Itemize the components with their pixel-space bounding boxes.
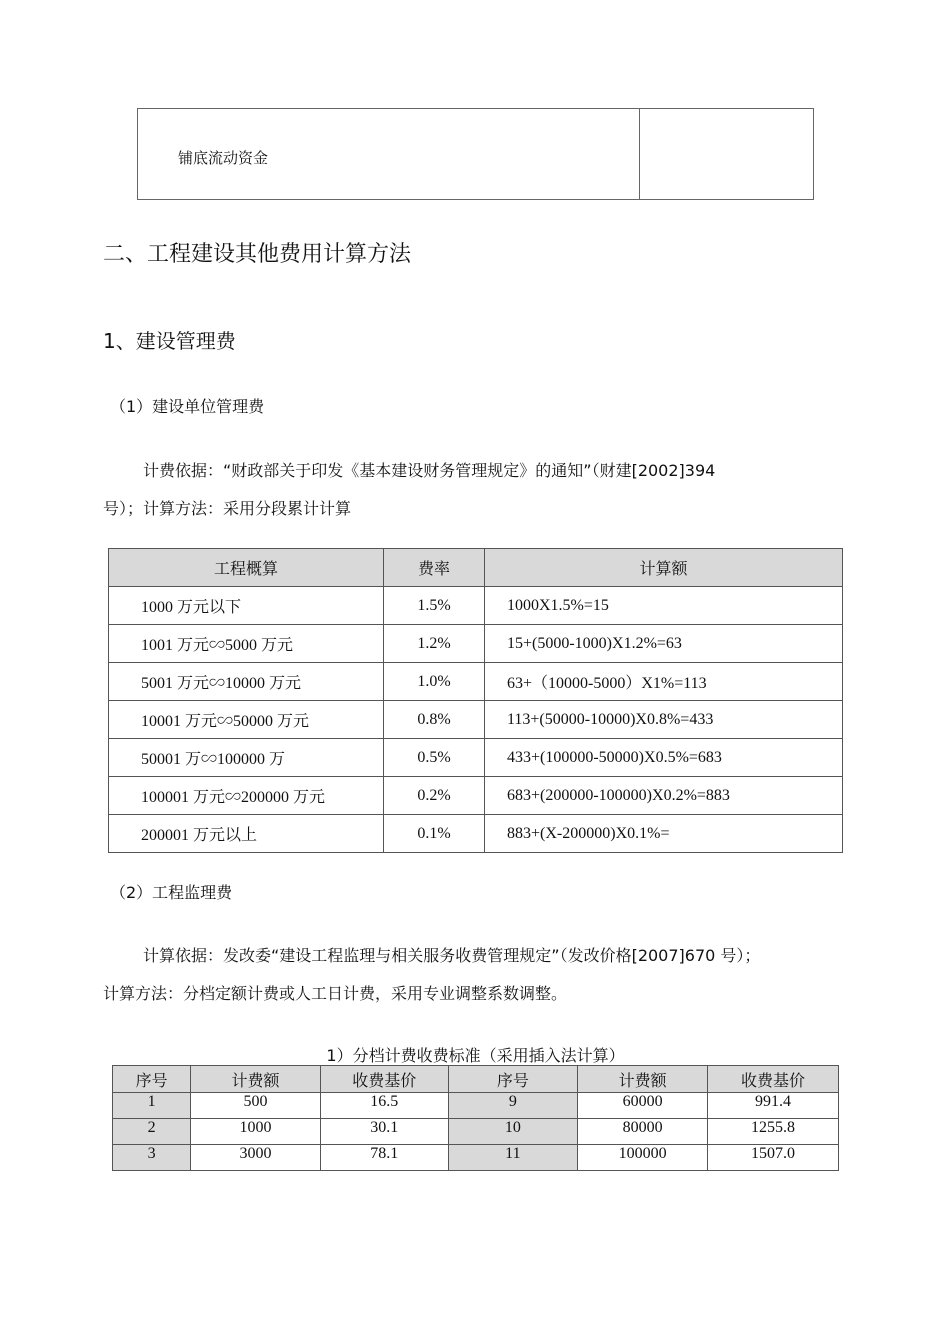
- rate-table-cell: 63+（10000-5000）X1%=113: [485, 663, 843, 701]
- rate-table-cell: 1000X1.5%=15: [485, 587, 843, 625]
- fee-table-cell: 1: [113, 1093, 191, 1119]
- fee-table-cell: 3000: [191, 1145, 321, 1171]
- top-table-label-cell: [138, 109, 640, 199]
- rate-table-row: [109, 587, 843, 625]
- fee-table-cell: 30.1: [320, 1119, 448, 1145]
- fee-table-cell: 100000: [578, 1145, 708, 1171]
- rate-table-cell: 1000 万元以下: [109, 587, 384, 625]
- section-title: 二、工程建设其他费用计算方法: [103, 242, 412, 267]
- fee-table-cell: 500: [191, 1093, 321, 1119]
- rate-table-row: [109, 701, 843, 739]
- rate-table-header: [109, 549, 843, 587]
- rate-header-cell: 计算额: [485, 549, 843, 587]
- rate-table-cell: 0.8%: [384, 701, 485, 739]
- rate-table-cell: 883+(X-200000)X0.1%=: [485, 815, 843, 853]
- rate-table-cell: 0.5%: [384, 739, 485, 777]
- fee-header-cell: 序号: [448, 1066, 578, 1093]
- fee-table-header: [113, 1066, 839, 1093]
- fee-table-cell: 1255.8: [708, 1119, 839, 1145]
- top-table-label: 铺底流动资金: [178, 149, 269, 167]
- rate-header-cell: 费率: [384, 549, 485, 587]
- rate-table-cell: 50001 万∽100000 万: [109, 739, 384, 777]
- item1-basis-line1: 计费依据：“财政部关于印发《基本建设财务管理规定》的通知”（财建[2002]394: [143, 461, 716, 480]
- item1-label: （1）建设单位管理费: [110, 397, 265, 416]
- fee-table-row: [113, 1145, 839, 1171]
- rate-table-cell: 5001 万元∽10000 万元: [109, 663, 384, 701]
- rate-table-cell: 1001 万元∽5000 万元: [109, 625, 384, 663]
- item2-basis-line1: 计算依据：发改委“建设工程监理与相关服务收费管理规定”（发改价格[2007]670 号）；: [143, 946, 761, 965]
- fee-table-cell: 1000: [191, 1119, 321, 1145]
- fee-table-cell: 78.1: [320, 1145, 448, 1171]
- rate-table-row: [109, 625, 843, 663]
- fee-header-cell: 序号: [113, 1066, 191, 1093]
- item2-label: （2）工程监理费: [110, 883, 233, 902]
- rate-table-cell: 100001 万元∽200000 万元: [109, 777, 384, 815]
- fee-header-cell: 计费额: [191, 1066, 321, 1093]
- rate-table-cell: 1.2%: [384, 625, 485, 663]
- fee-table-row: [113, 1093, 839, 1119]
- rate-table-cell: 10001 万元∽50000 万元: [109, 701, 384, 739]
- rate-table-cell: 0.2%: [384, 777, 485, 815]
- rate-table-cell: 15+(5000-1000)X1.2%=63: [485, 625, 843, 663]
- fee-table-cell: 80000: [578, 1119, 708, 1145]
- top-table: [137, 108, 814, 200]
- fee-header-cell: 收费基价: [708, 1066, 839, 1093]
- item1-basis: [103, 452, 823, 528]
- fee-table-cell: 11: [448, 1145, 578, 1171]
- rate-table-cell: 433+(100000-50000)X0.5%=683: [485, 739, 843, 777]
- fee-table-cell: 991.4: [708, 1093, 839, 1119]
- fee-table-cell: 3: [113, 1145, 191, 1171]
- fee-header-cell: 计费额: [578, 1066, 708, 1093]
- fee-table-row: [113, 1119, 839, 1145]
- rate-table-row: [109, 815, 843, 853]
- fee-header-cell: 收费基价: [320, 1066, 448, 1093]
- rate-table-cell: 113+(50000-10000)X0.8%=433: [485, 701, 843, 739]
- fee-table-cell: 1507.0: [708, 1145, 839, 1171]
- fee-table-cell: 10: [448, 1119, 578, 1145]
- rate-table-cell: 0.1%: [384, 815, 485, 853]
- rate-table-row: [109, 739, 843, 777]
- item2-basis-line2: 计算方法：分档定额计费或人工日计费，采用专业调整系数调整。: [103, 984, 568, 1003]
- fee-table-title: 1）分档计费收费标准（采用插入法计算）: [326, 1046, 625, 1065]
- fee-table-cell: 2: [113, 1119, 191, 1145]
- rate-table-cell: 1.0%: [384, 663, 485, 701]
- rate-table-cell: 200001 万元以上: [109, 815, 384, 853]
- rate-table-row: [109, 777, 843, 815]
- rate-table-cell: 1.5%: [384, 587, 485, 625]
- item2-basis: [103, 937, 848, 1013]
- rate-table-row: [109, 663, 843, 701]
- fee-table-cell: 16.5: [320, 1093, 448, 1119]
- rate-table: [108, 548, 843, 853]
- fee-table-cell: 9: [448, 1093, 578, 1119]
- item1-basis-line2: 号）；计算方法：采用分段累计计算: [103, 499, 352, 518]
- subsection-title: 1、建设管理费: [103, 329, 236, 353]
- rate-table-cell: 683+(200000-100000)X0.2%=883: [485, 777, 843, 815]
- fee-table: [112, 1065, 839, 1171]
- rate-header-cell: 工程概算: [109, 549, 384, 587]
- fee-table-cell: 60000: [578, 1093, 708, 1119]
